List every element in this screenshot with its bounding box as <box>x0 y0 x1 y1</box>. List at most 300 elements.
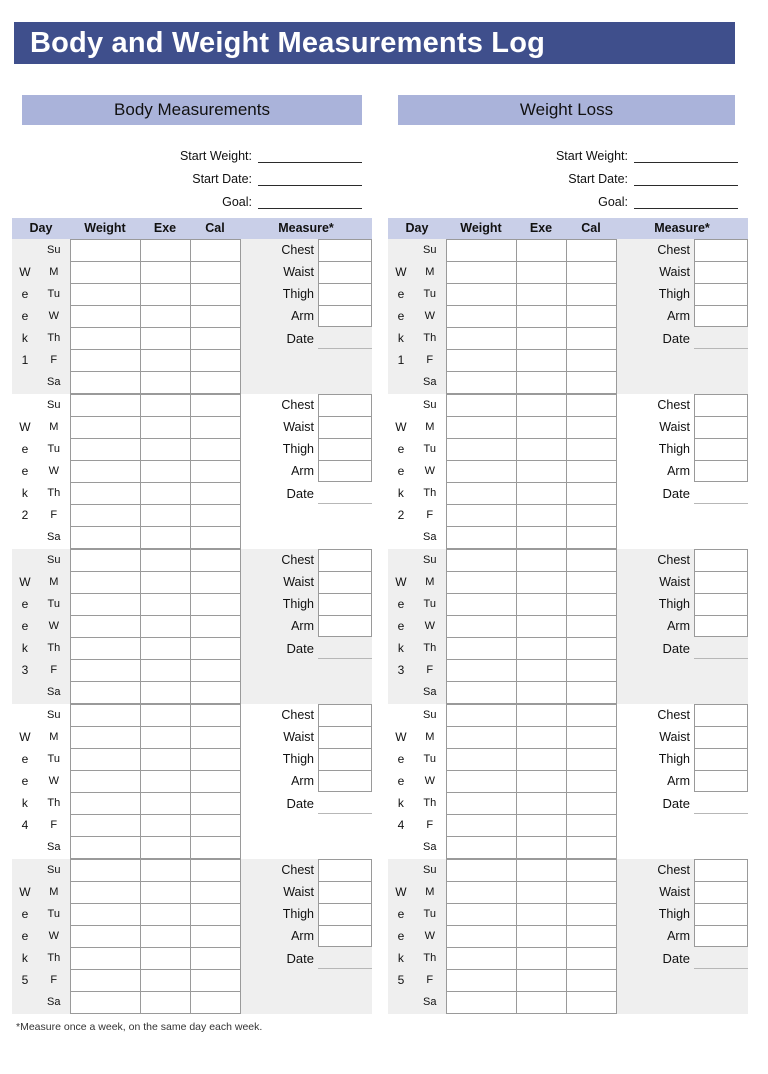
week-word-letter: e <box>397 752 405 766</box>
cell-weight[interactable] <box>447 837 517 859</box>
cell-cal[interactable] <box>191 505 241 527</box>
cell-exe[interactable] <box>517 306 567 328</box>
cell-cal[interactable] <box>191 837 241 859</box>
measure-input[interactable] <box>694 748 748 770</box>
cell-weight[interactable] <box>447 992 517 1014</box>
cell-weight[interactable] <box>71 638 141 660</box>
cell-exe[interactable] <box>141 262 191 284</box>
cell-exe[interactable] <box>517 660 567 682</box>
cell-cal[interactable] <box>567 992 617 1014</box>
cell-weight[interactable] <box>447 749 517 771</box>
cell-exe[interactable] <box>517 904 567 926</box>
cell-cal[interactable] <box>191 660 241 682</box>
cell-cal[interactable] <box>567 328 617 350</box>
measure-input[interactable] <box>694 549 748 571</box>
cell-exe[interactable] <box>517 417 567 439</box>
week-block <box>12 704 372 859</box>
cell-weight[interactable] <box>71 527 141 549</box>
cell-weight[interactable] <box>71 395 141 417</box>
measure-date-input[interactable] <box>318 327 372 349</box>
measure-input[interactable] <box>318 903 372 925</box>
table-row <box>71 505 241 527</box>
cell-cal[interactable] <box>191 793 241 815</box>
cell-cal[interactable] <box>567 350 617 372</box>
cell-cal[interactable] <box>191 594 241 616</box>
cell-weight[interactable] <box>71 926 141 948</box>
cell-cal[interactable] <box>567 550 617 572</box>
cell-weight[interactable] <box>71 771 141 793</box>
cell-weight[interactable] <box>447 727 517 749</box>
cell-exe[interactable] <box>517 882 567 904</box>
measure-input[interactable] <box>318 859 372 881</box>
cell-exe[interactable] <box>517 505 567 527</box>
cell-cal[interactable] <box>567 948 617 970</box>
cell-weight[interactable] <box>71 992 141 1014</box>
measure-row <box>627 239 748 261</box>
cell-weight[interactable] <box>71 616 141 638</box>
cell-weight[interactable] <box>447 240 517 262</box>
cell-cal[interactable] <box>191 771 241 793</box>
entry-grid <box>70 239 241 394</box>
cell-exe[interactable] <box>517 682 567 704</box>
cell-weight[interactable] <box>71 793 141 815</box>
cell-exe[interactable] <box>517 372 567 394</box>
cell-exe[interactable] <box>141 395 191 417</box>
cell-exe[interactable] <box>517 616 567 638</box>
cell-cal[interactable] <box>567 372 617 394</box>
cell-cal[interactable] <box>567 284 617 306</box>
cell-exe[interactable] <box>517 594 567 616</box>
cell-weight[interactable] <box>71 815 141 837</box>
week-word-letter <box>388 681 414 703</box>
cell-weight[interactable] <box>447 793 517 815</box>
cell-weight[interactable] <box>447 970 517 992</box>
cell-exe[interactable] <box>141 439 191 461</box>
measure-input[interactable] <box>694 261 748 283</box>
cell-exe[interactable] <box>141 992 191 1014</box>
cell-weight[interactable] <box>447 461 517 483</box>
week-label-column <box>12 549 38 704</box>
measure-input[interactable] <box>318 460 372 482</box>
cell-exe[interactable] <box>141 350 191 372</box>
cell-cal[interactable] <box>191 550 241 572</box>
cell-cal[interactable] <box>567 970 617 992</box>
cell-weight[interactable] <box>447 948 517 970</box>
cell-cal[interactable] <box>567 417 617 439</box>
cell-weight[interactable] <box>71 328 141 350</box>
cell-cal[interactable] <box>191 992 241 1014</box>
measure-label: Thigh <box>282 442 315 456</box>
cell-cal[interactable] <box>191 882 241 904</box>
cell-exe[interactable] <box>141 638 191 660</box>
cell-exe[interactable] <box>141 372 191 394</box>
cell-weight[interactable] <box>447 616 517 638</box>
cell-weight[interactable] <box>71 970 141 992</box>
cell-exe[interactable] <box>517 350 567 372</box>
cell-weight[interactable] <box>447 372 517 394</box>
measure-date-input[interactable] <box>694 637 748 659</box>
measure-input[interactable] <box>318 770 372 792</box>
cell-exe[interactable] <box>141 815 191 837</box>
cell-cal[interactable] <box>191 284 241 306</box>
measure-input[interactable] <box>694 903 748 925</box>
cell-weight[interactable] <box>447 638 517 660</box>
cell-exe[interactable] <box>141 572 191 594</box>
cell-weight[interactable] <box>71 350 141 372</box>
cell-weight[interactable] <box>71 727 141 749</box>
cell-cal[interactable] <box>567 860 617 882</box>
cell-weight[interactable] <box>71 372 141 394</box>
measure-input[interactable] <box>694 239 748 261</box>
cell-weight[interactable] <box>71 749 141 771</box>
cell-cal[interactable] <box>191 372 241 394</box>
cell-exe[interactable] <box>517 727 567 749</box>
cell-cal[interactable] <box>567 793 617 815</box>
cell-weight[interactable] <box>71 948 141 970</box>
cell-cal[interactable] <box>191 815 241 837</box>
measure-date-input[interactable] <box>318 792 372 814</box>
cell-cal[interactable] <box>567 837 617 859</box>
cell-weight[interactable] <box>71 705 141 727</box>
cell-cal[interactable] <box>567 395 617 417</box>
cell-weight[interactable] <box>71 882 141 904</box>
cell-exe[interactable] <box>141 328 191 350</box>
cell-cal[interactable] <box>191 350 241 372</box>
cell-cal[interactable] <box>191 262 241 284</box>
cell-exe[interactable] <box>141 306 191 328</box>
measure-label: Waist <box>659 885 691 899</box>
cell-exe[interactable] <box>517 483 567 505</box>
measure-input[interactable] <box>318 261 372 283</box>
cell-exe[interactable] <box>141 904 191 926</box>
cell-cal[interactable] <box>567 926 617 948</box>
cell-exe[interactable] <box>141 483 191 505</box>
table-row <box>447 793 617 815</box>
cell-weight[interactable] <box>447 771 517 793</box>
cell-cal[interactable] <box>567 682 617 704</box>
measure-input[interactable] <box>318 549 372 571</box>
cell-weight[interactable] <box>71 572 141 594</box>
cell-exe[interactable] <box>517 793 567 815</box>
cell-cal[interactable] <box>567 572 617 594</box>
cell-exe[interactable] <box>141 948 191 970</box>
cell-exe[interactable] <box>517 749 567 771</box>
cell-exe[interactable] <box>141 771 191 793</box>
cell-exe[interactable] <box>517 527 567 549</box>
cell-exe[interactable] <box>141 837 191 859</box>
measure-input[interactable] <box>318 239 372 261</box>
measure-input[interactable] <box>318 305 372 327</box>
day-label: W <box>48 930 59 942</box>
cell-cal[interactable] <box>191 727 241 749</box>
measure-date-input[interactable] <box>318 482 372 504</box>
cell-exe[interactable] <box>517 328 567 350</box>
week-word-letter: e <box>397 774 405 788</box>
cell-cal[interactable] <box>191 395 241 417</box>
cell-weight[interactable] <box>447 350 517 372</box>
cell-exe[interactable] <box>517 461 567 483</box>
cell-exe[interactable] <box>517 395 567 417</box>
cell-cal[interactable] <box>191 417 241 439</box>
measure-date-input[interactable] <box>694 327 748 349</box>
cell-cal[interactable] <box>191 240 241 262</box>
cell-weight[interactable] <box>71 439 141 461</box>
cell-weight[interactable] <box>447 572 517 594</box>
cell-weight[interactable] <box>447 417 517 439</box>
cell-weight[interactable] <box>71 240 141 262</box>
cell-cal[interactable] <box>567 705 617 727</box>
measure-input[interactable] <box>694 593 748 615</box>
cell-cal[interactable] <box>567 594 617 616</box>
cell-exe[interactable] <box>517 970 567 992</box>
cell-exe[interactable] <box>517 550 567 572</box>
cell-exe[interactable] <box>141 727 191 749</box>
cell-weight[interactable] <box>447 262 517 284</box>
measure-date-input[interactable] <box>694 792 748 814</box>
cell-cal[interactable] <box>191 749 241 771</box>
cell-exe[interactable] <box>141 461 191 483</box>
cell-exe[interactable] <box>141 527 191 549</box>
day-label-column <box>38 394 70 549</box>
measure-input[interactable] <box>694 438 748 460</box>
cell-exe[interactable] <box>517 284 567 306</box>
cell-cal[interactable] <box>567 749 617 771</box>
cell-cal[interactable] <box>191 705 241 727</box>
week-word-letter <box>388 836 414 858</box>
cell-cal[interactable] <box>567 240 617 262</box>
cell-cal[interactable] <box>191 860 241 882</box>
cell-weight[interactable] <box>71 417 141 439</box>
cell-cal[interactable] <box>191 439 241 461</box>
cell-weight[interactable] <box>447 439 517 461</box>
measure-input[interactable] <box>694 283 748 305</box>
measure-row <box>251 593 372 615</box>
measure-input[interactable] <box>318 416 372 438</box>
cell-weight[interactable] <box>447 682 517 704</box>
day-label: Tu <box>423 753 436 765</box>
measure-date-input[interactable] <box>694 482 748 504</box>
day-label: Sa <box>423 686 437 698</box>
cell-exe[interactable] <box>141 660 191 682</box>
measure-input[interactable] <box>694 615 748 637</box>
cell-cal[interactable] <box>567 483 617 505</box>
cell-exe[interactable] <box>517 992 567 1014</box>
day-label-column <box>414 704 446 859</box>
measure-input[interactable] <box>694 881 748 903</box>
cell-weight[interactable] <box>71 860 141 882</box>
start-info-input[interactable] <box>634 146 738 163</box>
cell-exe[interactable] <box>141 284 191 306</box>
cell-weight[interactable] <box>447 660 517 682</box>
cell-exe[interactable] <box>141 926 191 948</box>
measure-label: Arm <box>667 309 691 323</box>
measure-date-input[interactable] <box>694 947 748 969</box>
measure-input[interactable] <box>318 726 372 748</box>
cell-exe[interactable] <box>517 705 567 727</box>
measure-input[interactable] <box>318 283 372 305</box>
cell-exe[interactable] <box>141 417 191 439</box>
cell-weight[interactable] <box>447 284 517 306</box>
cell-cal[interactable] <box>567 771 617 793</box>
cell-exe[interactable] <box>517 837 567 859</box>
measure-input[interactable] <box>694 394 748 416</box>
cell-cal[interactable] <box>191 527 241 549</box>
measure-input[interactable] <box>318 704 372 726</box>
measure-input[interactable] <box>694 416 748 438</box>
table-row <box>447 727 617 749</box>
measure-label: Arm <box>291 929 315 943</box>
cell-cal[interactable] <box>567 815 617 837</box>
cell-exe[interactable] <box>141 616 191 638</box>
cell-cal[interactable] <box>191 306 241 328</box>
cell-cal[interactable] <box>567 439 617 461</box>
cell-exe[interactable] <box>141 594 191 616</box>
cell-exe[interactable] <box>517 240 567 262</box>
cell-exe[interactable] <box>517 771 567 793</box>
cell-cal[interactable] <box>191 970 241 992</box>
cell-exe[interactable] <box>517 262 567 284</box>
cell-cal[interactable] <box>567 505 617 527</box>
measure-input[interactable] <box>694 859 748 881</box>
cell-exe[interactable] <box>141 860 191 882</box>
cell-cal[interactable] <box>191 616 241 638</box>
cell-weight[interactable] <box>71 306 141 328</box>
measure-input[interactable] <box>318 925 372 947</box>
cell-weight[interactable] <box>447 705 517 727</box>
cell-cal[interactable] <box>191 572 241 594</box>
cell-weight[interactable] <box>447 306 517 328</box>
cell-exe[interactable] <box>141 882 191 904</box>
cell-cal[interactable] <box>191 948 241 970</box>
cell-weight[interactable] <box>447 860 517 882</box>
cell-exe[interactable] <box>517 439 567 461</box>
cell-cal[interactable] <box>567 527 617 549</box>
cell-cal[interactable] <box>567 262 617 284</box>
start-info-input[interactable] <box>258 146 362 163</box>
measure-input[interactable] <box>318 748 372 770</box>
measure-input[interactable] <box>694 726 748 748</box>
cell-exe[interactable] <box>141 550 191 572</box>
cell-exe[interactable] <box>141 505 191 527</box>
measure-input[interactable] <box>694 770 748 792</box>
week-word-letter: W <box>395 265 407 279</box>
cell-weight[interactable] <box>71 682 141 704</box>
cell-exe[interactable] <box>141 749 191 771</box>
cell-exe[interactable] <box>141 682 191 704</box>
cell-cal[interactable] <box>191 904 241 926</box>
cell-weight[interactable] <box>71 505 141 527</box>
cell-cal[interactable] <box>567 660 617 682</box>
measure-input[interactable] <box>694 925 748 947</box>
cell-weight[interactable] <box>447 483 517 505</box>
week-label-column <box>388 859 414 1014</box>
start-info-input[interactable] <box>634 192 738 209</box>
cell-exe[interactable] <box>517 572 567 594</box>
cell-cal[interactable] <box>567 904 617 926</box>
table-row <box>71 616 241 638</box>
measure-row <box>251 394 372 416</box>
day-label: W <box>48 775 59 787</box>
cell-weight[interactable] <box>447 527 517 549</box>
measure-date-input[interactable] <box>318 947 372 969</box>
cell-weight[interactable] <box>71 837 141 859</box>
cell-weight[interactable] <box>447 550 517 572</box>
cell-weight[interactable] <box>447 815 517 837</box>
measure-input[interactable] <box>694 571 748 593</box>
cell-exe[interactable] <box>517 638 567 660</box>
column-header-measure: Measure* <box>654 221 710 235</box>
start-info-input[interactable] <box>258 169 362 186</box>
cell-cal[interactable] <box>191 682 241 704</box>
cell-exe[interactable] <box>517 948 567 970</box>
cell-exe[interactable] <box>517 815 567 837</box>
cell-weight[interactable] <box>71 550 141 572</box>
cell-weight[interactable] <box>71 594 141 616</box>
table-row <box>71 837 241 859</box>
cell-weight[interactable] <box>71 284 141 306</box>
cell-cal[interactable] <box>191 483 241 505</box>
cell-weight[interactable] <box>447 328 517 350</box>
cell-cal[interactable] <box>191 926 241 948</box>
measure-input[interactable] <box>318 571 372 593</box>
measure-input[interactable] <box>694 704 748 726</box>
start-info-input[interactable] <box>634 169 738 186</box>
cell-exe[interactable] <box>517 860 567 882</box>
measure-input[interactable] <box>318 615 372 637</box>
cell-weight[interactable] <box>71 262 141 284</box>
measure-input[interactable] <box>318 881 372 903</box>
measure-input[interactable] <box>318 593 372 615</box>
cell-exe[interactable] <box>141 970 191 992</box>
cell-exe[interactable] <box>141 793 191 815</box>
cell-weight[interactable] <box>71 483 141 505</box>
cell-cal[interactable] <box>567 882 617 904</box>
measure-input[interactable] <box>318 438 372 460</box>
cell-weight[interactable] <box>447 904 517 926</box>
week-block <box>12 239 372 394</box>
measure-date-input[interactable] <box>318 637 372 659</box>
cell-weight[interactable] <box>71 660 141 682</box>
cell-cal[interactable] <box>191 638 241 660</box>
week-word-letter: k <box>397 641 404 655</box>
cell-cal[interactable] <box>567 461 617 483</box>
cell-cal[interactable] <box>191 328 241 350</box>
measure-input[interactable] <box>318 394 372 416</box>
cell-weight[interactable] <box>71 461 141 483</box>
cell-exe[interactable] <box>141 705 191 727</box>
start-info-input[interactable] <box>258 192 362 209</box>
cell-cal[interactable] <box>567 638 617 660</box>
measure-input[interactable] <box>694 460 748 482</box>
cell-cal[interactable] <box>567 306 617 328</box>
cell-exe[interactable] <box>517 926 567 948</box>
measure-input[interactable] <box>694 305 748 327</box>
cell-weight[interactable] <box>71 904 141 926</box>
start-info-label: Start Weight: <box>179 149 252 163</box>
cell-cal[interactable] <box>567 727 617 749</box>
cell-weight[interactable] <box>447 882 517 904</box>
cell-exe[interactable] <box>141 240 191 262</box>
cell-cal[interactable] <box>191 461 241 483</box>
cell-weight[interactable] <box>447 926 517 948</box>
cell-weight[interactable] <box>447 395 517 417</box>
table-row <box>71 417 241 439</box>
week-word-letter: e <box>21 442 29 456</box>
cell-weight[interactable] <box>447 594 517 616</box>
cell-weight[interactable] <box>447 505 517 527</box>
cell-cal[interactable] <box>567 616 617 638</box>
table-row <box>447 616 617 638</box>
